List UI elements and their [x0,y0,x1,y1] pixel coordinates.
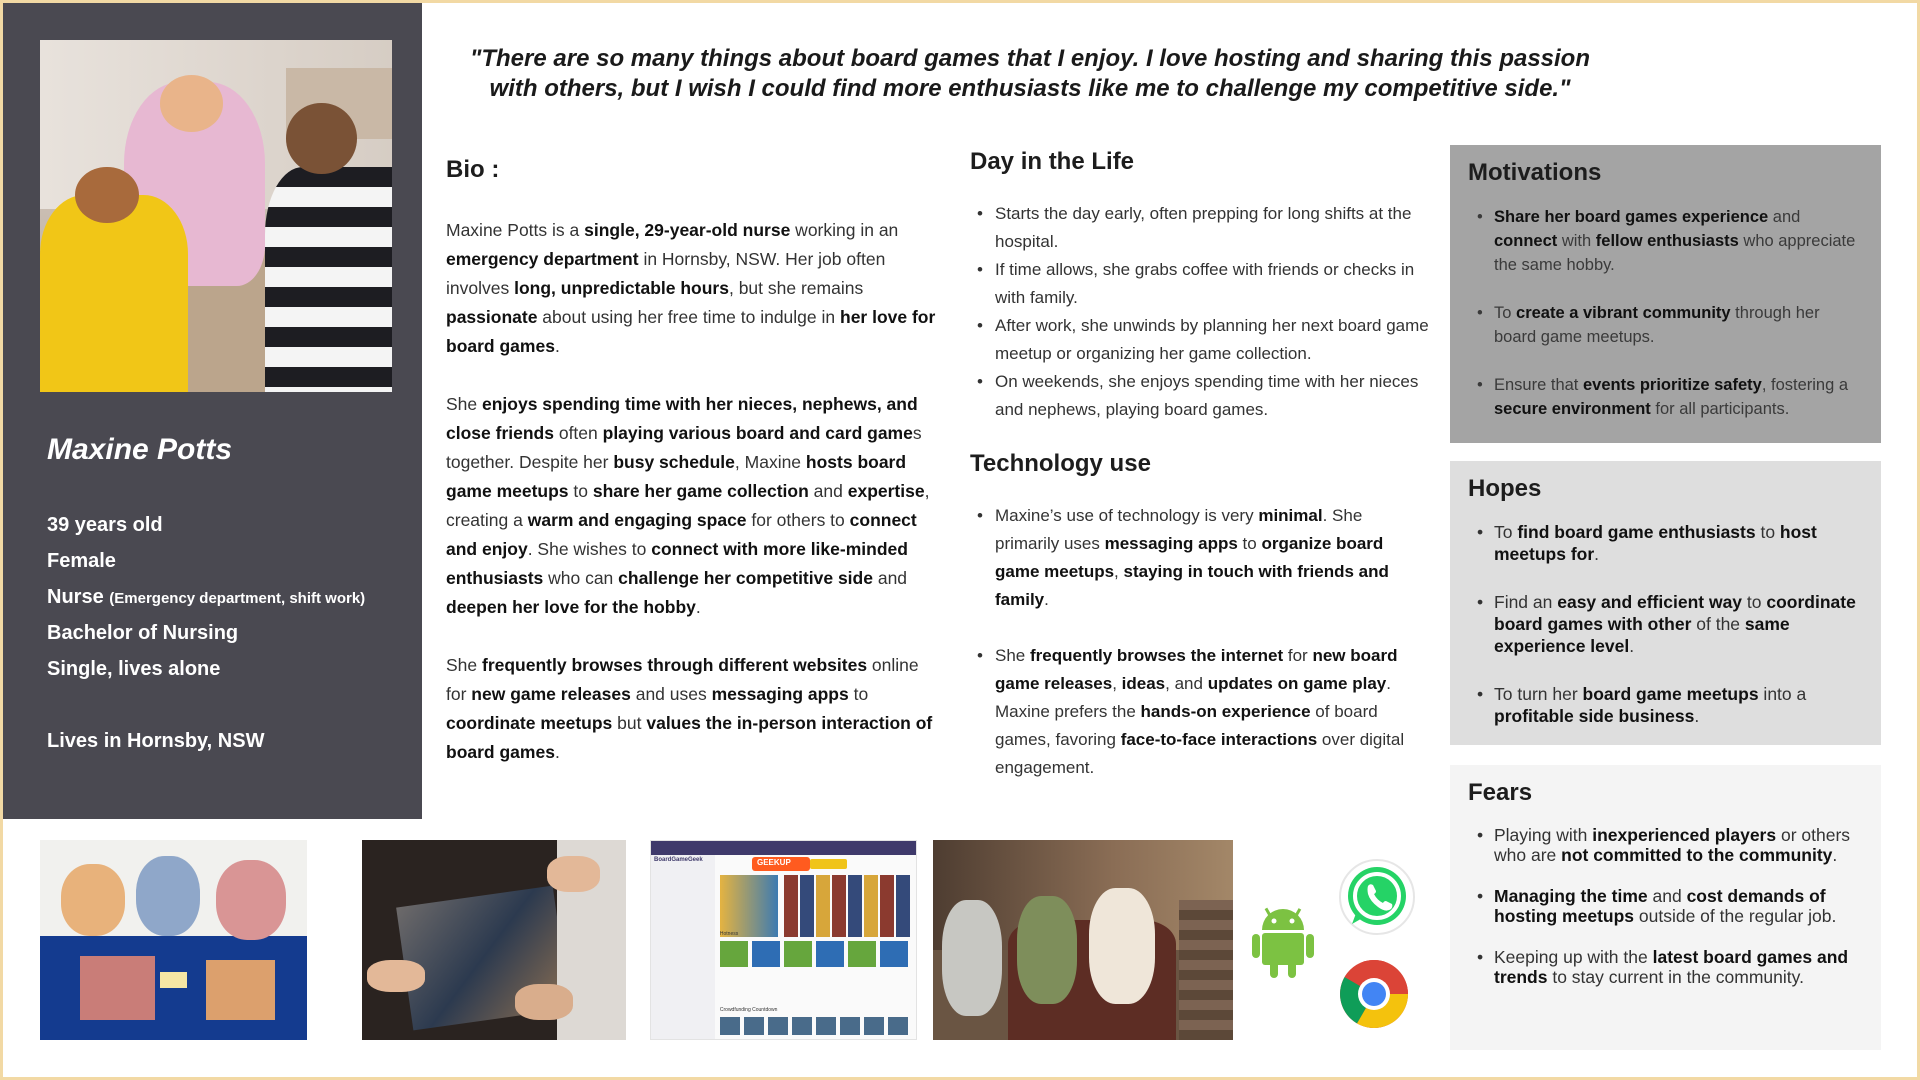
list-item: • Maxine’s use of technology is very minimal. She primarily uses messaging apps to organize board game meetups, staying in touch with friends and family. [970,502,1430,614]
bgg-row-title: Crowdfunding Countdown [719,1007,778,1013]
bio-section [446,156,936,796]
persona-location: Lives in Hornsby, NSW [47,730,265,752]
whatsapp-icon [1338,858,1416,936]
bgg-brand: GEEKUP [757,858,791,867]
boardgamegeek-screenshot [650,840,917,1040]
list-item: • If time allows, she grabs coffee with friends or checks in with family. [970,256,1430,312]
hopes-box [1450,461,1881,745]
middle-column [970,148,1430,810]
list-item: • Starts the day early, often prepping for long shifts at the hospital. [970,200,1430,256]
bio-title: Bio : [446,156,500,183]
quote-line-1: "There are so many things about board games that I enjoy. I love hosting and sharing this passion [469,45,1591,72]
persona-name: Maxine Potts [47,433,233,466]
persona-photo [40,40,392,392]
android-icon [1250,900,1316,980]
list-item: • Playing with inexperienced players or others who are not committed to the community. [1468,825,1865,865]
occupation-title: Nurse [47,586,104,608]
persona-gender: Female [47,550,116,572]
persona-age: 39 years old [47,514,163,536]
chrome-icon [1338,958,1410,1030]
kids-board-game-photo [40,840,307,1040]
bio-paragraph-1: Maxine Potts is a single, 29-year-old nurse working in an emergency department in Hornsby, NSW. Her job often involves long, unpredictable hours, but she remains passionate about using her free time to indulge in her love for board games. [446,220,936,356]
bio-paragraph-3: She frequently browses through different websites online for new game releases and uses messaging apps to coordinate meetups but values the in-person interaction of board games. [446,655,933,762]
fears-list [1468,825,1865,987]
persona-education: Bachelor of Nursing [47,622,239,644]
hopes-list [1468,521,1865,727]
list-item: • To turn her board game meetups into a profitable side business. [1468,683,1865,727]
bgg-section: Hotness [719,931,739,937]
list-item: • Find an easy and efficient way to coordinate board games with other of the same experience level. [1468,591,1865,657]
game-night-photo [362,840,626,1040]
list-item: • On weekends, she enjoys spending time with her nieces and nephews, playing board games. [970,368,1430,424]
list-item: • To find board game enthusiasts to host meetups for. [1468,521,1865,565]
hopes-title: Hopes [1468,475,1542,502]
persona-relationship: Single, lives alone [47,658,221,680]
friends-cafe-photo [933,840,1233,1040]
persona-occupation [47,583,365,619]
technology-list [970,502,1430,782]
persona-quote [440,44,1620,104]
day-in-life-title: Day in the Life [970,148,1135,175]
day-in-life-section [970,148,1430,424]
fears-box [1450,765,1881,1050]
bio-paragraph-2: She enjoys spending time with her nieces, nephews, and close friends often playing various board and card games together. Despite her busy schedule, Maxine hosts board game meetups to share her game collection and expertise, creating a warm and engaging space for others to connect and enjoy. She wishes to connect with more like-minded enthusiasts who can challenge her competitive side and deepen her love for the hobby. [446,394,930,617]
motivations-box [1450,145,1881,443]
list-item: • To create a vibrant community through her board game meetups. [1468,301,1865,349]
motivations-list [1468,205,1865,421]
bgg-app-name: BoardGameGeek [654,857,703,863]
profile-panel [3,3,422,819]
quote-line-2: with others, but I wish I could find more enthusiasts like me to challenge my competitive side." [489,75,1571,102]
persona-facts [47,511,365,763]
list-item: • Share her board games experience and connect with fellow enthusiasts who appreciate the same hobby. [1468,205,1865,277]
list-item: • Ensure that events prioritize safety, fostering a secure environment for all participants. [1468,373,1865,421]
technology-section [970,450,1430,782]
technology-title: Technology use [970,450,1151,477]
list-item: • After work, she unwinds by planning her next board game meetup or organizing her game collection. [970,312,1430,368]
fears-title: Fears [1468,779,1533,806]
occupation-detail: (Emergency department, shift work) [109,590,366,607]
list-item: • Keeping up with the latest board games and trends to stay current in the community. [1468,947,1865,987]
list-item: • Managing the time and cost demands of hosting meetups outside of the regular job. [1468,886,1865,926]
motivations-title: Motivations [1468,159,1602,186]
list-item: • She frequently browses the internet for new board game releases, ideas, and updates on game play. Maxine prefers the hands-on experience of board games, favoring face-to-face interactions over digital engagement. [970,642,1430,782]
day-in-life-list [970,200,1430,424]
